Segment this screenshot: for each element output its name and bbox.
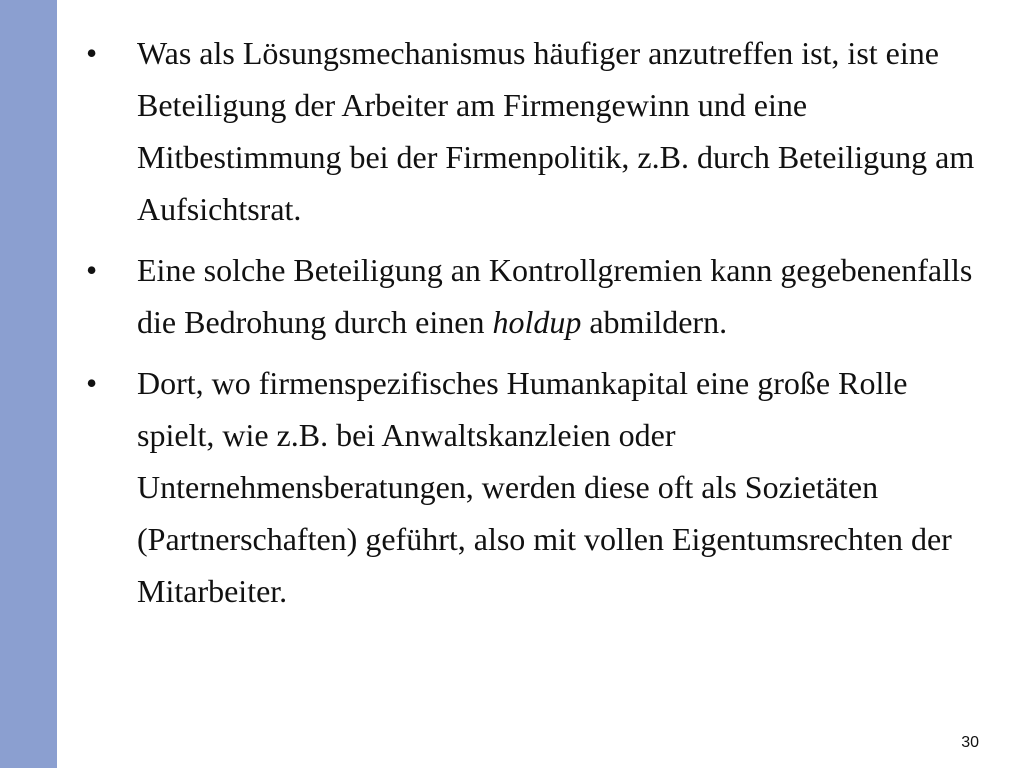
bullet-list [80, 27, 990, 626]
bullet-item-3 [80, 357, 990, 617]
bullet-text-2-before: Eine solche Beteiligung an Kontrollgremien kann gegebenenfalls die Bedrohung durch einen [137, 252, 973, 340]
bullet-icon: • [86, 35, 98, 71]
bullet-text-1: Was als Lösungsmechanismus häufiger anzutreffen ist, ist eine Beteiligung der Arbeiter am Firmengewinn und eine Mitbestimmung bei der Firmenpolitik, z.B. durch Beteiligung am Aufsichtsrat. [137, 35, 975, 227]
page-number: 30 [961, 734, 979, 751]
bullet-text-2-italic: holdup [492, 304, 582, 340]
bullet-item-2 [80, 244, 990, 348]
bullet-text-2-after: abmildern. [581, 304, 728, 340]
bullet-icon: • [86, 252, 98, 288]
bullet-text-2 [137, 252, 972, 340]
bullet-item-1 [80, 27, 990, 235]
bullet-icon: • [86, 365, 98, 401]
bullet-text-3: Dort, wo firmenspezifisches Humankapital eine große Rolle spielt, wie z.B. bei Anwaltskanzleien oder Unternehmensberatungen, werden diese oft als Sozietäten (Partnerschaften) geführt, also mit vollen Eigentumsrechten der Mitarbeiter. [137, 365, 952, 609]
side-accent-bar [0, 0, 57, 768]
